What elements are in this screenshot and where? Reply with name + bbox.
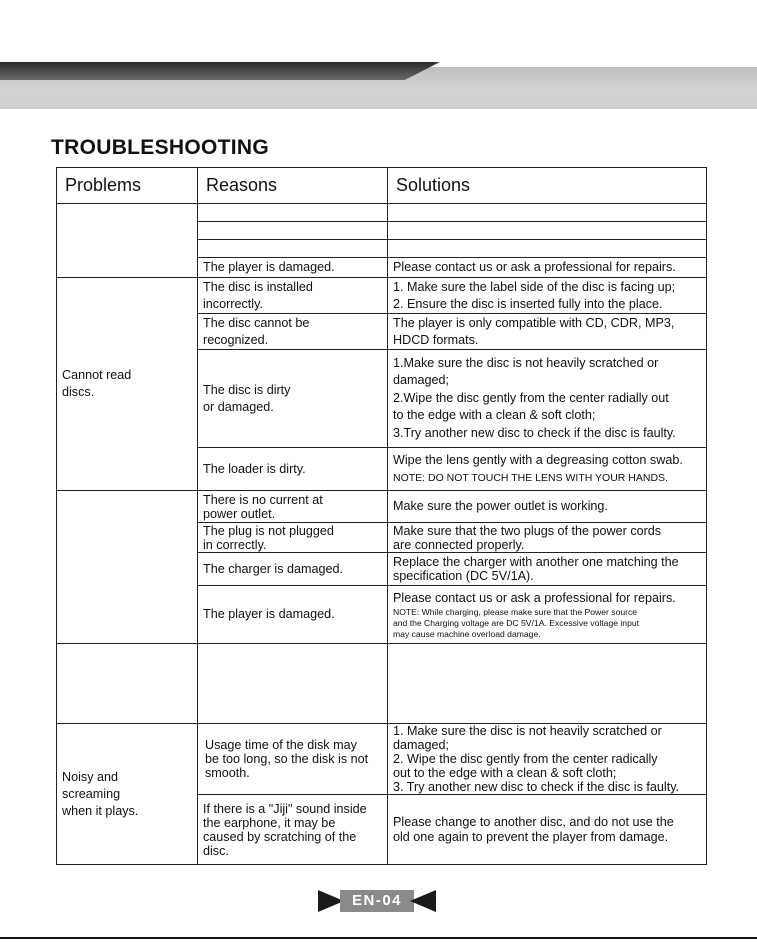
column-header-solutions: Solutions: [388, 168, 707, 204]
problem-cell-empty: [57, 491, 198, 644]
reason-cell-empty: [198, 644, 388, 724]
table-row: [57, 278, 707, 314]
table-row: [57, 644, 707, 724]
reason-cell-empty: [198, 204, 388, 222]
problem-cell-empty: [57, 644, 198, 724]
header-band-dark: [0, 62, 440, 80]
reason-cell: The player is damaged.: [198, 586, 388, 644]
solution-cell: 1. Make sure the label side of the disc is facing up; 2. Ensure the disc is inserted fully into the place.: [388, 278, 707, 314]
solution-cell: Please contact us or ask a professional for repairs.: [388, 258, 707, 278]
reason-cell: The plug is not plugged in correctly.: [198, 523, 388, 553]
column-header-reasons: Reasons: [198, 168, 388, 204]
solution-cell-empty: [388, 644, 707, 724]
reason-cell: If there is a "Jiji" sound inside the earphone, it may be caused by scratching of the disc.: [198, 795, 388, 865]
solution-cell: Replace the charger with another one matching the specification (DC 5V/1A).: [388, 553, 707, 586]
solution-cell: [388, 448, 707, 491]
solution-cell-empty: [388, 204, 707, 222]
troubleshooting-table: [56, 167, 707, 865]
column-header-problems: Problems: [57, 168, 198, 204]
reason-cell: The disc cannot be recognized.: [198, 314, 388, 350]
footer-rule: [0, 937, 757, 939]
problem-cell-empty: [57, 204, 198, 278]
table-row: [57, 204, 707, 222]
problem-cell: Noisy and screaming when it plays.: [57, 724, 198, 865]
reason-cell: There is no current at power outlet.: [198, 491, 388, 523]
solution-cell-empty: [388, 222, 707, 240]
solution-cell: Make sure that the two plugs of the power cords are connected properly.: [388, 523, 707, 553]
table-header-row: [57, 168, 707, 204]
arrow-left-icon: [410, 890, 436, 912]
page-title: TROUBLESHOOTING: [51, 136, 269, 159]
page-number: EN-04: [340, 890, 414, 912]
reason-cell: The loader is dirty.: [198, 448, 388, 491]
reason-cell: The charger is damaged.: [198, 553, 388, 586]
solution-text: Wipe the lens gently with a degreasing cotton swab.: [393, 452, 683, 467]
reason-cell-empty: [198, 240, 388, 258]
reason-cell: The disc is installed incorrectly.: [198, 278, 388, 314]
table-row: [57, 491, 707, 523]
problem-cell: Cannot read discs.: [57, 278, 198, 491]
solution-cell: 1.Make sure the disc is not heavily scratched or damaged; 2.Wipe the disc gently from the center radially out to the edge with a clean & soft cloth; 3.Try another new disc to check if the disc is faulty.: [388, 350, 707, 448]
solution-text: Please contact us or ask a professional for repairs.: [393, 590, 676, 605]
solution-note: NOTE: DO NOT TOUCH THE LENS WITH YOUR HANDS.: [393, 471, 668, 484]
reason-cell: The disc is dirty or damaged.: [198, 350, 388, 448]
solution-cell: Please change to another disc, and do not use the old one again to prevent the player from damage.: [388, 795, 707, 865]
solution-cell: Make sure the power outlet is working.: [388, 491, 707, 523]
solution-note: NOTE: While charging, please make sure that the Power source and the Charging voltage are DC 5V/1A. Excessive voltage input may cause machine overload damage.: [393, 606, 640, 639]
reason-cell-empty: [198, 222, 388, 240]
solution-cell: [388, 586, 707, 644]
solution-cell: The player is only compatible with CD, CDR, MP3, HDCD formats.: [388, 314, 707, 350]
table-row: [57, 724, 707, 795]
reason-cell: Usage time of the disk may be too long, so the disk is not smooth.: [198, 724, 388, 795]
solution-cell-empty: [388, 240, 707, 258]
reason-cell: The player is damaged.: [198, 258, 388, 278]
page-number-badge: [318, 887, 436, 915]
solution-cell: 1. Make sure the disc is not heavily scratched or damaged; 2. Wipe the disc gently from the center radically out to the edge with a clean & soft cloth; 3. Try another new disc to check if the disc is faulty.: [388, 724, 707, 795]
